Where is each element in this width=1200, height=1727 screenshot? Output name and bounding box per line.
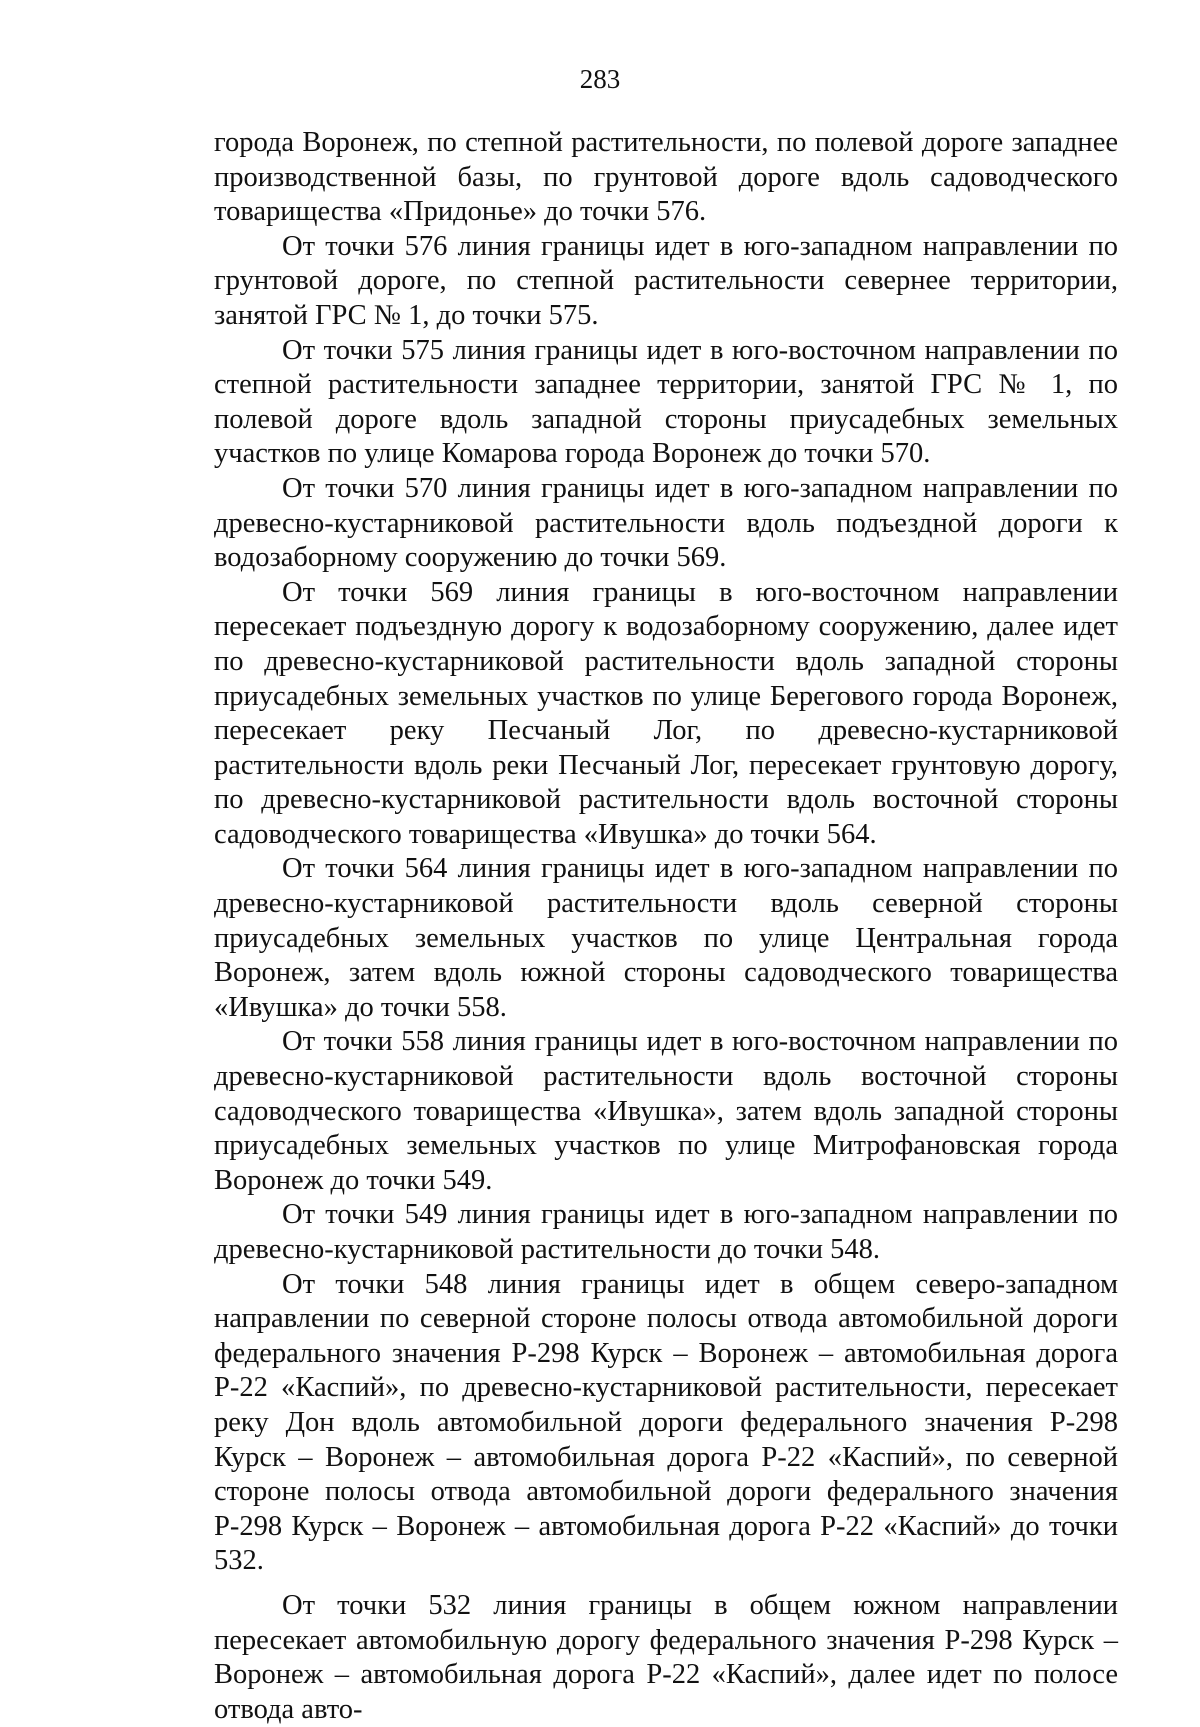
paragraph-point-564: От точки 564 линия границы идет в юго-западном направлении по древесно-кустарниковой растительности вдоль северной стороны приусадебных земельных участков по улице Центральная города Воронеж, затем вдоль южной стороны садоводческого товарищества «Ивушка» до точки 558. [214, 853, 1118, 1023]
document-body [214, 126, 1118, 1727]
paragraph-point-532: От точки 532 линия границы в общем южном направлении пересекает автомобильную дорогу федерального значения Р-298 Курск – Воронеж – автомобильная дорога Р-22 «Каспий», далее идет по полосе отвода авто- [214, 1589, 1118, 1725]
paragraph-continuation: города Воронеж, по степной растительности, по полевой дороге западнее производственной базы, по грунтовой дороге вдоль садоводческого товарищества «Придонье» до точки 576. [214, 127, 1118, 228]
paragraph-point-558: От точки 558 линия границы идет в юго-восточном направлении по древесно-кустарниковой растительности вдоль восточной стороны садоводческого товарищества «Ивушка», затем вдоль западной стороны приусадебных земельных участков по улице Митрофановская города Воронеж до точки 549. [214, 1026, 1118, 1196]
paragraph-point-576: От точки 576 линия границы идет в юго-западном направлении по грунтовой дороге, по степной растительности севернее территории, занятой ГРС № 1, до точки 575. [214, 230, 1118, 331]
paragraph-point-548: От точки 548 линия границы идет в общем северо-западном направлении по северной стороне полосы отвода автомобильной дороги федерального значения Р-298 Курск – Воронеж – автомобильная дорога Р-22 «Каспий», по древесно-кустарниковой растительности, пересекает реку Дон вдоль автомобильной дороги федерального значения Р-298 Курск – Воронеж – автомобильная дорога Р-22 «Каспий», по северной стороне полосы отвода автомобильной дороги федерального значения Р-298 Курск – Воронеж – автомобильная дорога Р-22 «Каспий» до точки 532. [214, 1268, 1118, 1577]
paragraph-point-570: От точки 570 линия границы идет в юго-западном направлении по древесно-кустарниковой растительности вдоль подъездной дороги к водозаборному сооружению до точки 569. [214, 472, 1118, 574]
paragraph-point-549: От точки 549 линия границы идет в юго-западном направлении по древесно-кустарниковой растительности до точки 548. [214, 1199, 1118, 1265]
paragraph-point-569: От точки 569 линия границы в юго-восточном направлении пересекает подъездную дорогу к водозаборному сооружению, далее идет по древесно-кустарниковой растительности вдоль западной стороны приусадебных земельных участков по улице Берегового города Воронеж, пересекает реку Песчаный Лог, по древесно-кустарниковой растительности вдоль реки Песчаный Лог, пересекает грунтовую дорогу, по древесно-кустарниковой растительности вдоль восточной стороны садоводческого товарищества «Ивушка» до точки 564. [214, 576, 1118, 850]
paragraph-point-575: От точки 575 линия границы идет в юго-восточном направлении по степной растительности западнее территории, занятой ГРС № 1, по полевой дороге вдоль западной стороны приусадебных земельных участков по улице Комарова города Воронеж до точки 570. [214, 334, 1118, 470]
page-number: 283 [579, 64, 621, 94]
